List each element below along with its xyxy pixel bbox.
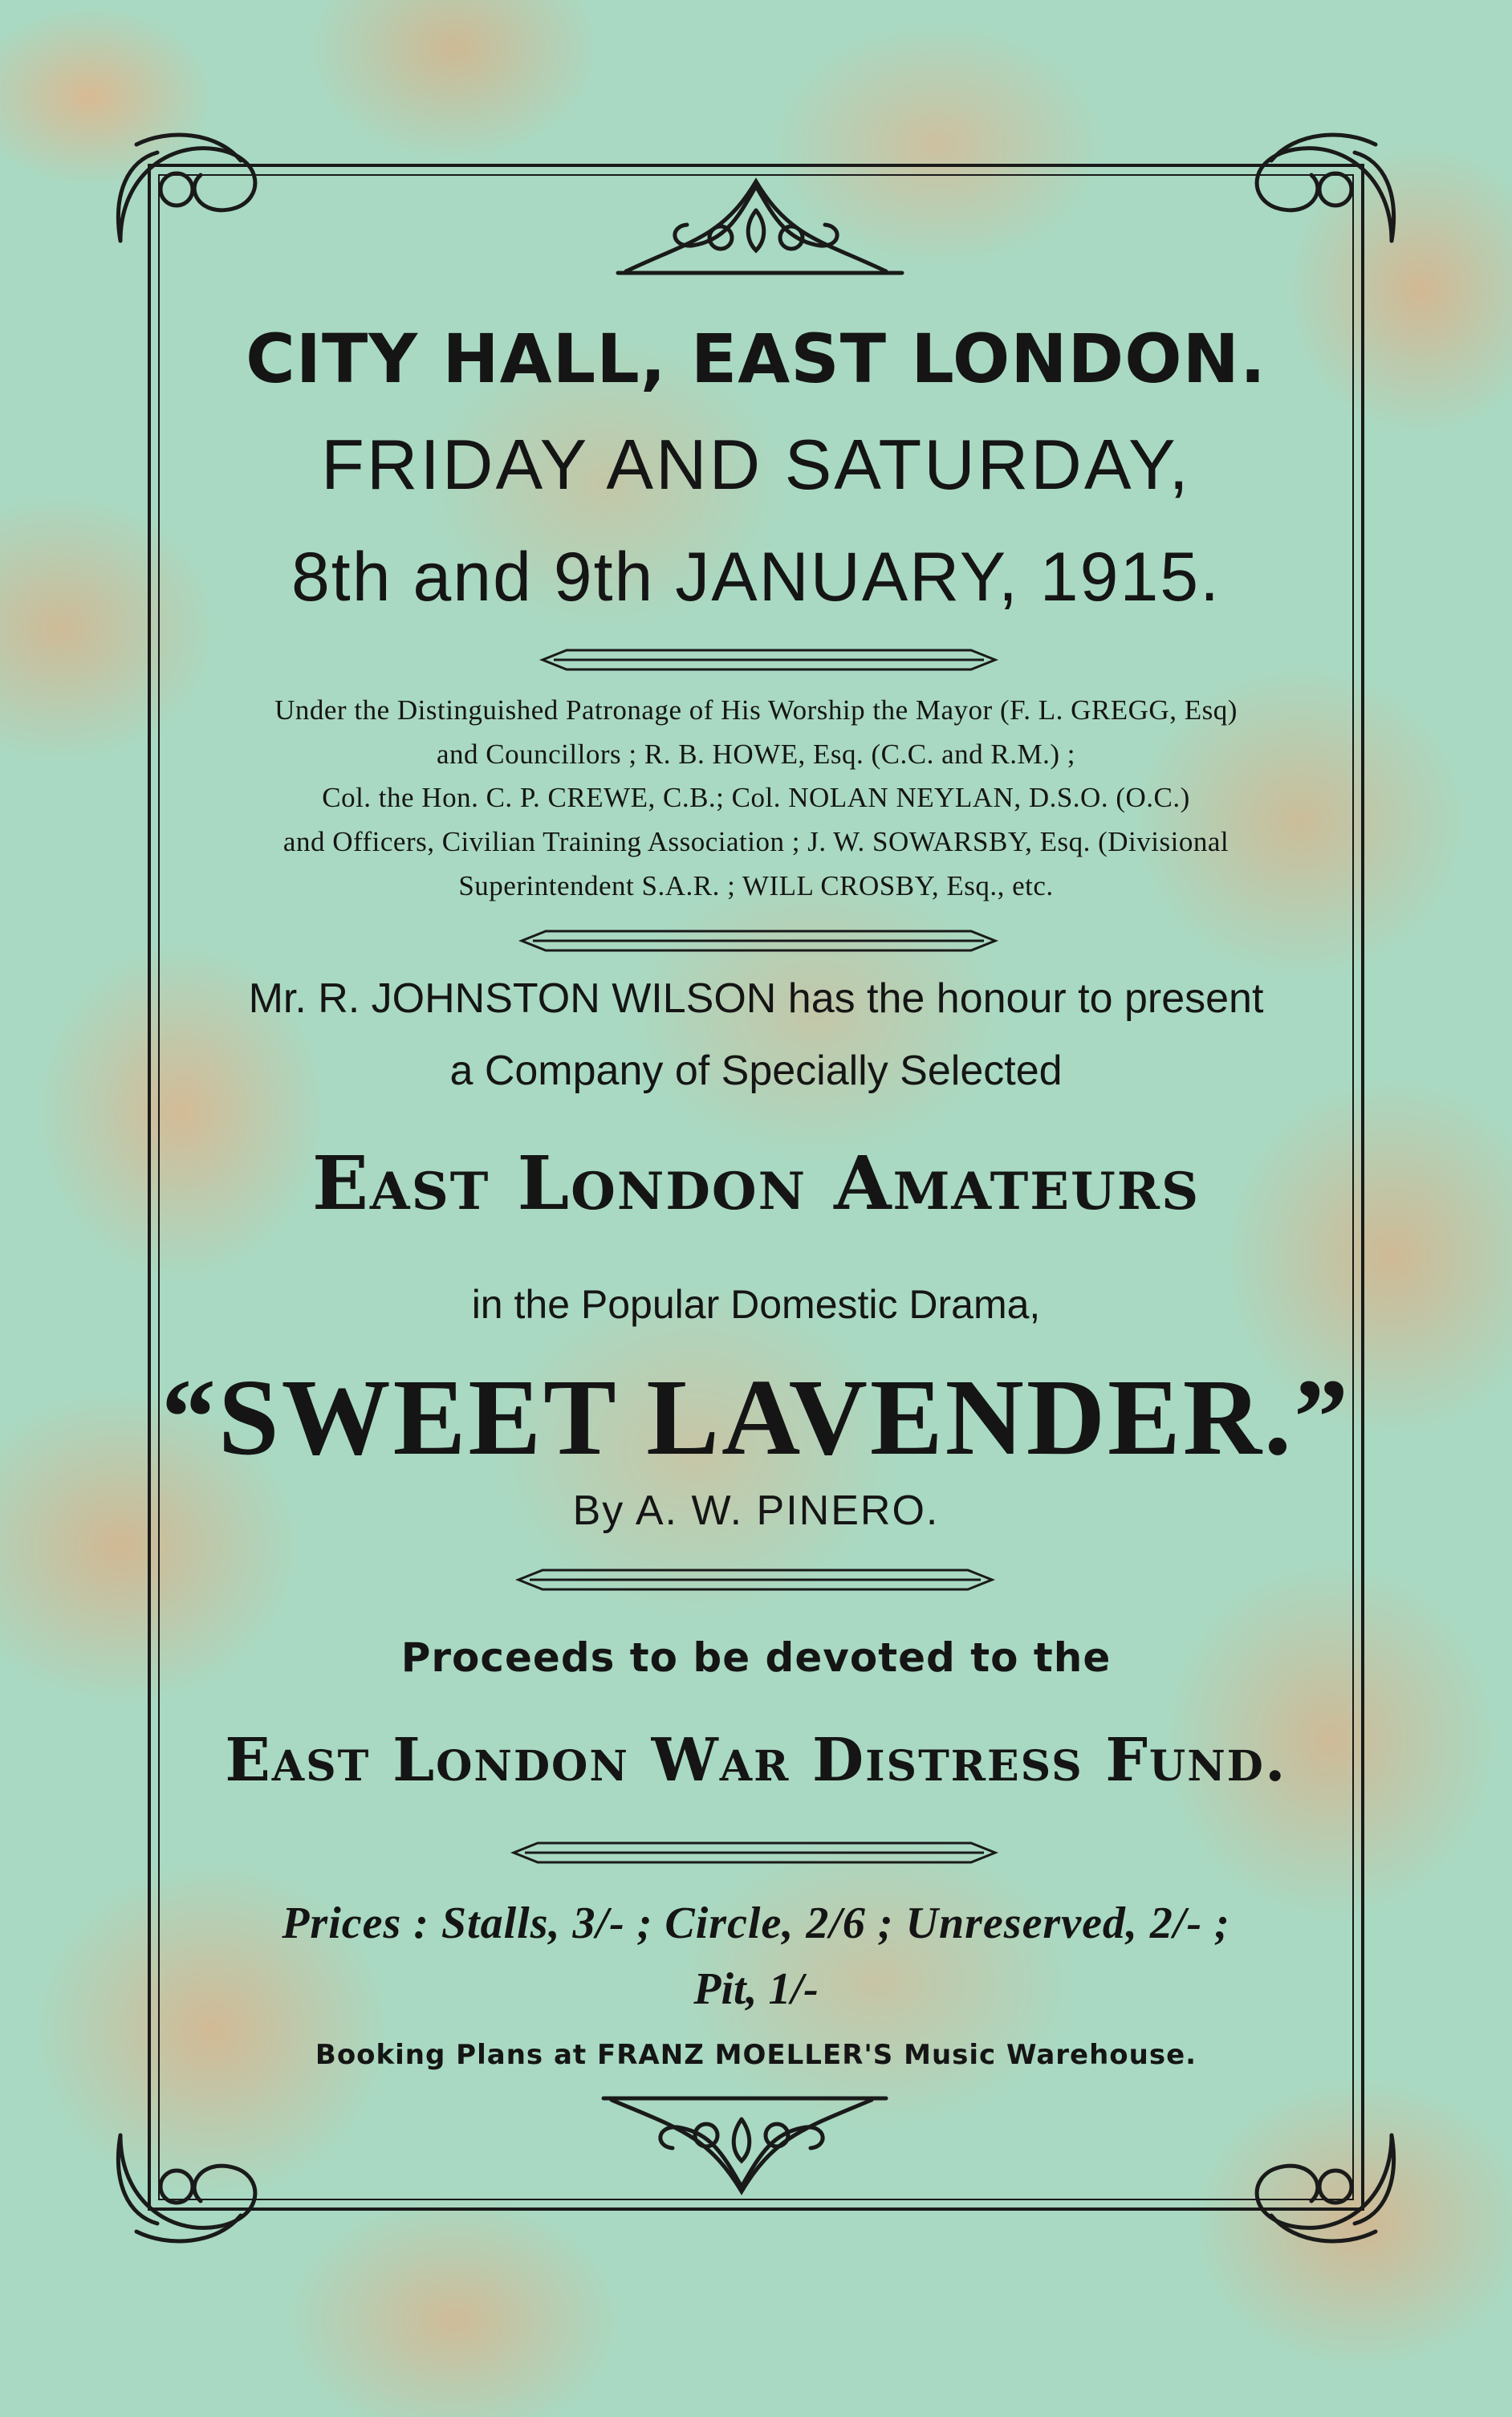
bottom-crest-ornament-icon [604,2098,886,2191]
company-name: East London Amateurs [311,1140,1201,1227]
corner-flourish-icon [118,135,254,241]
divider-ornament-icon [543,650,995,669]
fund-name: East London War Distress Fund. [225,1726,1287,1795]
corner-flourish-icon [1257,2135,1393,2241]
corner-flourish-icon [118,2135,254,2241]
company-line: a Company of Specially Selected [449,1048,1063,1094]
patronage-line: and Councillors ; R. B. HOWE, Esq. (C.C. and R.M.) ; [437,739,1075,770]
presenter-line: Mr. R. JOHNSTON WILSON has the honour to present [248,975,1264,1022]
patronage-line: Col. the Hon. C. P. CREWE, C.B.; Col. NOLAN NEYLAN, D.S.O. (O.C.) [322,782,1190,813]
venue-heading: CITY HALL, EAST LONDON. [246,319,1266,398]
pit-price-line: Pit, 1/- [693,1964,819,2014]
dates-line: 8th and 9th JANUARY, 1915. [291,539,1221,616]
divider-ornament-icon [518,1570,992,1589]
top-crest-ornament-icon [618,181,902,273]
patronage-line: Under the Distinguished Patronage of His Worship the Mayor (F. L. GREGG, Esq) [274,694,1238,726]
divider-ornament-icon [514,1843,995,1862]
prices-line: Prices : Stalls, 3/- ; Circle, 2/6 ; Unreserved, 2/- ; [282,1898,1230,1948]
patronage-line: Superintendent S.A.R. ; WILL CROSBY, Esq., etc. [458,870,1054,901]
booking-line: Booking Plans at FRANZ MOELLER'S Music Warehouse. [315,2039,1197,2071]
days-line: FRIDAY AND SATURDAY, [321,425,1191,504]
patronage-line: and Officers, Civilian Training Association ; J. W. SOWARSBY, Esq. (Divisional [282,826,1230,857]
drama-line: in the Popular Domestic Drama, [471,1282,1041,1327]
proceeds-line: Proceeds to be devoted to the [400,1634,1112,1681]
play-title: “SWEET LAVENDER.” [161,1357,1351,1478]
corner-flourish-icon [1257,135,1393,241]
divider-ornament-icon [522,931,995,950]
author-line: By A. W. PINERO. [572,1487,940,1534]
